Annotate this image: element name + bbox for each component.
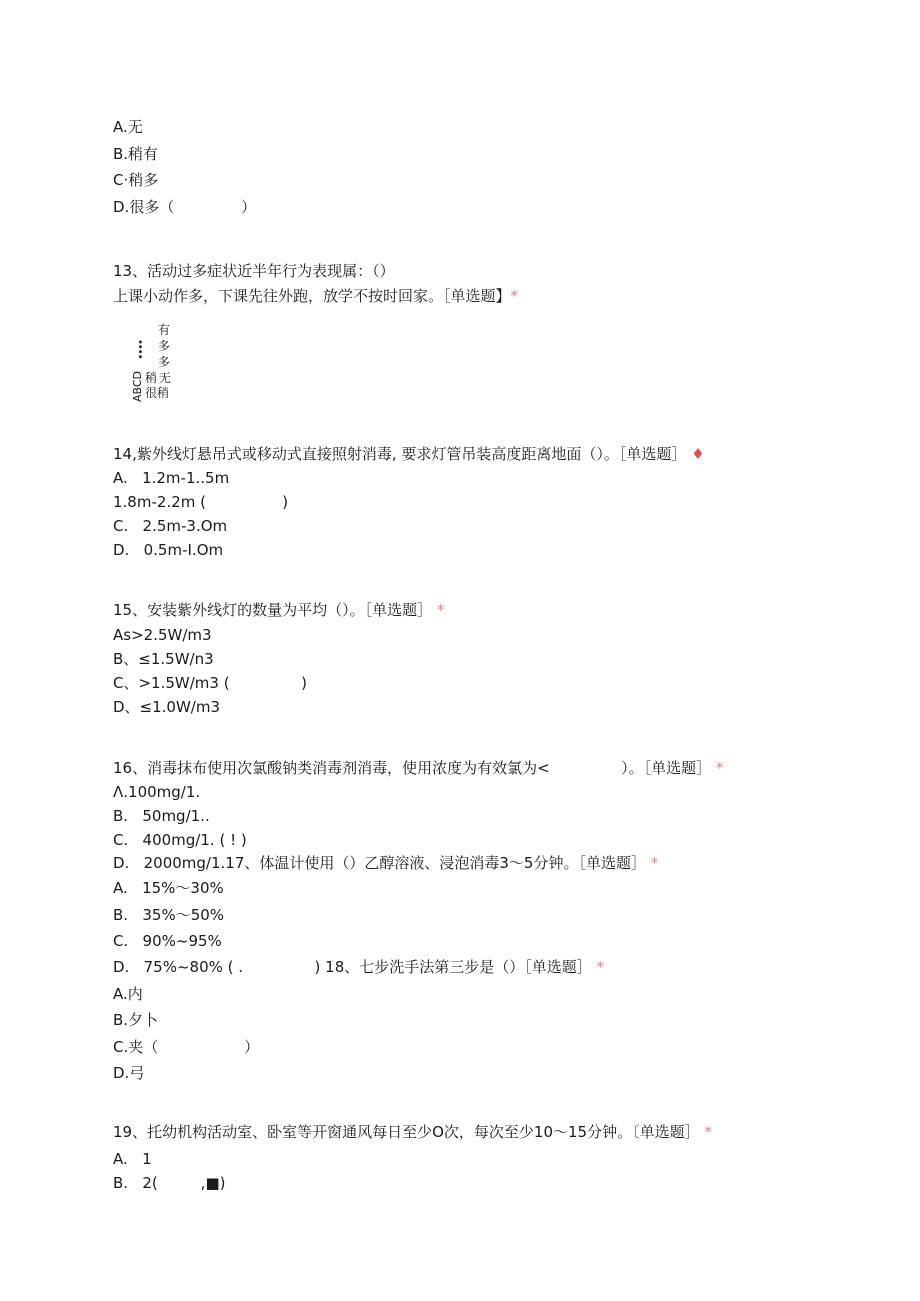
- q14-option-c: C. 2.5m-3.Om: [113, 517, 228, 535]
- q16-option-c: C. 400mg/1. ( ! ): [113, 831, 247, 849]
- q18-option-b: B.夕卜: [113, 1011, 159, 1029]
- q16-option-a: Λ.100mg/1.: [113, 783, 201, 801]
- q13-title: 13、活动过多症状近半年行为表现属：（）: [113, 262, 395, 280]
- required-diamond-icon: ♦: [691, 445, 705, 463]
- rot-top-3: 多: [158, 355, 171, 369]
- q18-option-a: A.内: [113, 985, 143, 1003]
- q18-option-c: C.夹（ ）: [113, 1038, 260, 1056]
- q14-option-d: D. 0.5m-I.Om: [113, 541, 224, 559]
- q17-option-b: B. 35%〜50%: [113, 906, 225, 924]
- rot-top-1: 有: [158, 323, 171, 337]
- q15-option-a: As>2.5W/m3: [113, 626, 212, 644]
- required-star-icon: *: [510, 287, 519, 305]
- q12-option-c: C·稍多: [113, 171, 159, 189]
- q14-title: 14,紫外线灯悬吊式或移动式直接照射消毒, 要求灯管吊装高度距离地面（）。［单选题］ ♦: [113, 445, 705, 463]
- q15-option-d: D、≤1.0W/m3: [113, 698, 221, 716]
- q18-option-d: D.弓: [113, 1064, 145, 1082]
- q12-option-b: B.稍有: [113, 145, 159, 163]
- q15-title: 15、安装紫外线灯的数量为平均（）。［单选题］ *: [113, 601, 445, 619]
- q19-option-a: A. 1: [113, 1150, 152, 1168]
- q16d-q17-title: D. 2000mg/1.17、体温计使用（）乙醇溶液、浸泡消毒3〜5分钟。［单选题］ *: [113, 854, 659, 872]
- rot-right: 无: [159, 371, 172, 385]
- q16-title: 16、消毒抹布使用次氯酸钠类消毒剂消毒，使用浓度为有效氯为< ）。［单选题］ *: [113, 759, 724, 777]
- rot-bottom: 很稍: [145, 386, 170, 400]
- required-star-icon: *: [715, 759, 724, 777]
- q14-option-a: A. 1.2m-1..5m: [113, 469, 230, 487]
- q19-option-b: B. 2( ,■): [113, 1174, 226, 1192]
- q13-subtitle: 上课小动作多，下课先往外跑，放学不按时回家。［单选题】*: [113, 287, 519, 305]
- rot-mid: 稍: [145, 371, 158, 385]
- rot-top-2: 多: [158, 339, 171, 353]
- required-star-icon: *: [650, 854, 659, 872]
- required-star-icon: *: [596, 958, 605, 976]
- q15-option-b: B、≤1.5W/n3: [113, 650, 214, 668]
- q17-option-c: C. 90%~95%: [113, 932, 222, 950]
- q17d-q18-title: D. 75%~80% ( . ) 18、七步洗手法第三步是（）［单选题］ *: [113, 958, 605, 976]
- rot-dots: ••••: [134, 339, 145, 359]
- q16-option-b: B. 50mg/1..: [113, 807, 210, 825]
- q14-option-b: 1.8m-2.2m ( ): [113, 493, 289, 511]
- q13-rotated-options: [128, 323, 176, 403]
- q19-title: 19、托幼机构活动室、卧室等开窗通风每日至少O次，每次至少10〜15分钟。〔单选题］ *: [113, 1123, 712, 1141]
- required-star-icon: *: [436, 601, 445, 619]
- q17-option-a: A. 15%〜30%: [113, 879, 224, 897]
- q12-option-d: D.很多（ ）: [113, 198, 257, 216]
- q12-option-a: A.无: [113, 118, 143, 136]
- q15-option-c: C、>1.5W/m3 ( ): [113, 674, 307, 692]
- rot-letters: ABCD: [131, 371, 144, 403]
- required-star-icon: *: [704, 1123, 712, 1141]
